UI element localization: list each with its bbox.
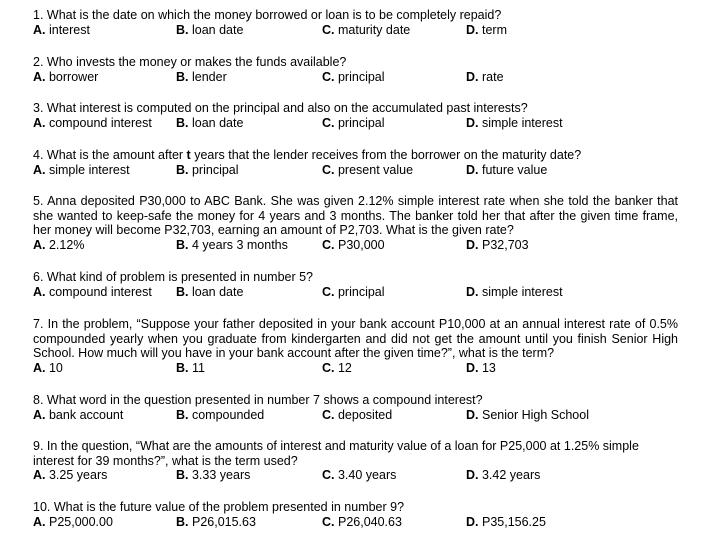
question-stem: 10. What is the future value of the problem presented in number 9? <box>33 500 405 514</box>
question-1 <box>33 8 678 37</box>
option-b: B. loan date <box>176 22 244 37</box>
option-d: D. Senior High School <box>466 407 589 422</box>
option-b: B. loan date <box>176 115 244 130</box>
option-d: D. rate <box>466 69 504 84</box>
question-stem: 8. What word in the question presented in number 7 shows a compound interest? <box>33 393 483 407</box>
option-c: C. 12 <box>322 360 352 375</box>
option-a: A. borrower <box>33 69 99 84</box>
option-a: A. P25,000.00 <box>33 514 113 529</box>
question-8 <box>33 393 678 422</box>
options-row <box>33 238 678 253</box>
question-stem: 6. What kind of problem is presented in number 5? <box>33 270 314 284</box>
option-d: D. P32,703 <box>466 237 529 252</box>
option-a: A. simple interest <box>33 162 130 177</box>
question-2 <box>33 55 678 84</box>
option-d: D. 3.42 years <box>466 468 541 482</box>
question-7 <box>33 317 678 375</box>
options-row <box>33 70 678 85</box>
option-d: D. simple interest <box>466 284 563 299</box>
option-c: C. present value <box>322 162 414 177</box>
question-stem: 5. Anna deposited P30,000 to ABC Bank. She was given 2.12% simple interest rate when she told the banker that she wanted to keep-safe the money for 4 years and 3 months. The banker told her that after the given time frame, her money will become P32,703, earning an amount of P2,703. What is the given rate? <box>33 194 678 237</box>
option-a: A. 3.25 years <box>33 468 108 482</box>
options-row <box>33 468 678 483</box>
options-row <box>33 361 678 376</box>
question-stem: 3. What interest is computed on the principal and also on the accumulated past interests? <box>33 101 528 115</box>
question-3 <box>33 101 678 130</box>
option-c: C. principal <box>322 69 385 84</box>
option-d: D. simple interest <box>466 115 563 130</box>
option-d: D. term <box>466 22 507 37</box>
options-row <box>33 23 678 38</box>
question-stem: 7. In the problem, “Suppose your father deposited in your bank account P10,000 at an annual interest rate of 0.5% compounded yearly when you graduate from kindergarten and did not get the amount until you finish Senior High School. How much will you have in your bank account after the given time?”, what is the term? <box>33 317 678 360</box>
question-9 <box>33 439 678 483</box>
option-b: B. principal <box>176 162 239 177</box>
option-c: C. P26,040.63 <box>322 514 402 529</box>
option-b: B. 11 <box>176 360 205 375</box>
options-row <box>33 116 678 131</box>
question-stem: 1. What is the date on which the money borrowed or loan is to be completely repaid? <box>33 8 502 22</box>
question-stem: 4. What is the amount after t years that the lender receives from the borrower on the maturity date? <box>33 148 582 162</box>
question-stem: 9. In the question, “What are the amounts of interest and maturity value of a loan for P25,000 at 1.25% simple interest for 39 months?”, what is the term used? <box>33 439 639 468</box>
option-a: A. interest <box>33 22 90 37</box>
option-b: B. lender <box>176 69 227 84</box>
option-c: C. deposited <box>322 407 393 422</box>
option-a: A. compound interest <box>33 284 152 299</box>
question-4 <box>33 148 678 177</box>
option-a: A. compound interest <box>33 115 152 130</box>
option-b: B. P26,015.63 <box>176 514 256 529</box>
question-10 <box>33 500 678 529</box>
question-stem: 2. Who invests the money or makes the funds available? <box>33 55 347 69</box>
option-c: C. P30,000 <box>322 237 385 252</box>
option-a: A. 2.12% <box>33 237 85 252</box>
options-row <box>33 285 678 300</box>
question-6 <box>33 270 678 299</box>
option-c: C. principal <box>322 284 385 299</box>
option-d: D. P35,156.25 <box>466 514 546 529</box>
options-row <box>33 163 678 178</box>
option-c: C. 3.40 years <box>322 468 397 482</box>
option-a: A. bank account <box>33 407 124 422</box>
option-b: B. loan date <box>176 284 244 299</box>
option-b: B. compounded <box>176 407 265 422</box>
options-row <box>33 515 678 530</box>
options-row <box>33 408 678 423</box>
question-5 <box>33 194 678 252</box>
option-c: C. principal <box>322 115 385 130</box>
option-b: B. 3.33 years <box>176 468 251 482</box>
option-d: D. future value <box>466 162 548 177</box>
option-a: A. 10 <box>33 360 63 375</box>
option-b: B. 4 years 3 months <box>176 237 288 252</box>
option-d: D. 13 <box>466 360 496 375</box>
option-c: C. maturity date <box>322 22 411 37</box>
